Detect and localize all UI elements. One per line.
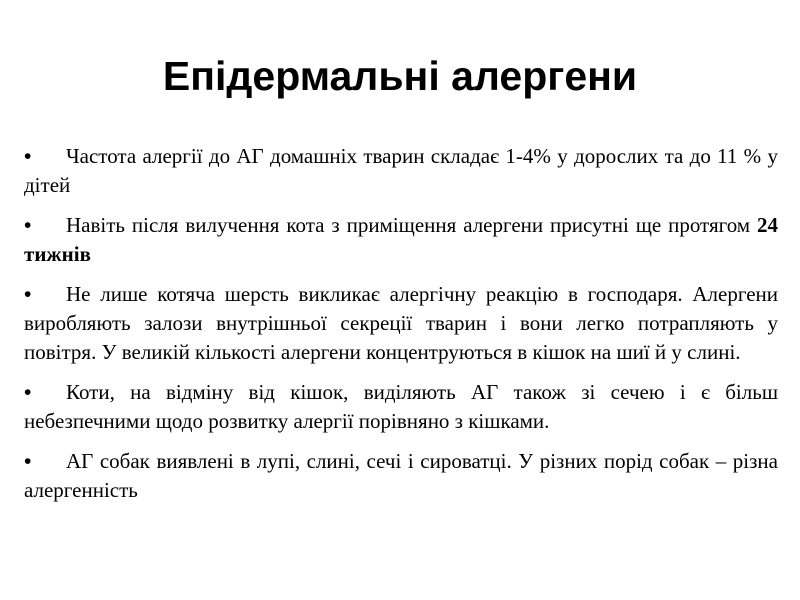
bullet-item xyxy=(24,142,778,200)
bullet-item xyxy=(24,280,778,367)
bullet-text: Частота алергії до АГ домашніх тварин складає 1-4% у дорослих та до 11 % у дітей xyxy=(24,144,778,197)
bullet-icon: • xyxy=(24,450,32,473)
bullet-icon: • xyxy=(24,381,32,404)
bullet-text: АГ собак виявлені в лупі, слині, сечі і сироватці. У різних порід собак – різна алергенність xyxy=(24,449,778,502)
bullet-text-bold: 24 тижнів xyxy=(24,213,778,266)
bullet-text: Навіть після вилучення кота з приміщення алергени присутні ще протягом xyxy=(66,213,757,237)
bullet-icon: • xyxy=(24,145,32,168)
slide-title: Епідермальні алергени xyxy=(162,53,638,99)
bullet-text: Коти, на відміну від кішок, виділяють АГ також зі сечею і є більш небезпечними щодо розвитку алергії порівняно з кішками. xyxy=(24,380,778,433)
bullet-icon: • xyxy=(24,214,32,237)
bullet-text: Не лише котяча шерсть викликає алергічну реакцію в господаря. Алергени виробляють залози внутрішньої секреції тварин і вони легко потрапляють у повітря. У великій кількості алергени концентруються в кішок на шиї й у слині. xyxy=(24,282,778,364)
bullet-list xyxy=(24,142,778,516)
bullet-item xyxy=(24,447,778,505)
bullet-icon: • xyxy=(24,283,32,306)
bullet-item xyxy=(24,211,778,269)
bullet-item xyxy=(24,378,778,436)
